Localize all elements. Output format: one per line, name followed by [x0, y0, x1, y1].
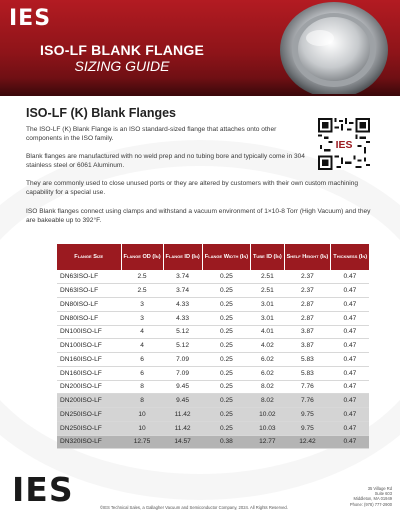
section-title: ISO-LF (K) Blank Flanges — [26, 106, 177, 120]
table-cell: 10.03 — [251, 421, 284, 435]
table-cell: 0.25 — [202, 311, 251, 325]
table-cell: 0.25 — [202, 270, 251, 284]
table-cell: 9.45 — [163, 394, 202, 408]
table-cell: 9.75 — [284, 421, 331, 435]
column-header-flange-od: Flange OD (In) — [121, 244, 163, 270]
table-cell: 0.25 — [202, 284, 251, 298]
table-cell: 0.38 — [202, 435, 251, 449]
table-cell: 0.47 — [331, 284, 369, 298]
table-cell: 12.42 — [284, 435, 331, 449]
table-cell: 0.25 — [202, 339, 251, 353]
company-address — [350, 486, 392, 507]
header-logo: IES — [9, 6, 52, 31]
table-row — [57, 394, 369, 408]
table-header-row — [57, 244, 369, 270]
table-cell: 0.47 — [331, 421, 369, 435]
table-cell: 2.51 — [251, 270, 284, 284]
table-cell: 11.42 — [163, 421, 202, 435]
table-cell: 8.02 — [251, 380, 284, 394]
table-cell: 2.87 — [284, 311, 331, 325]
table-cell: 5.83 — [284, 353, 331, 367]
table-cell: 4 — [121, 339, 163, 353]
address-line: 35 Village Rd — [367, 486, 392, 491]
address-line: Phone: (978) 777-2900 — [349, 501, 392, 507]
table-cell: 0.47 — [331, 270, 369, 284]
table-cell: 9.75 — [284, 408, 331, 422]
intro-paragraph-3: They are commonly used to close unused ports or they are altered by customers with their own custom machining capability for a special use. — [26, 180, 359, 196]
table-cell: 3 — [121, 298, 163, 312]
table-cell: 10.02 — [251, 408, 284, 422]
column-header-flange-id: Flange ID (In) — [163, 244, 202, 270]
address-line: Suite 603 — [374, 491, 392, 497]
flange-size-cell: DN100ISO-LF — [57, 339, 121, 353]
table-cell: 8 — [121, 380, 163, 394]
table-cell: 14.57 — [163, 435, 202, 449]
flange-size-cell: DN160ISO-LF — [57, 366, 121, 380]
table-cell: 4.01 — [251, 325, 284, 339]
table-cell: 8.02 — [251, 394, 284, 408]
table-cell: 3 — [121, 311, 163, 325]
column-header-thickness: Thickness (In) — [331, 244, 369, 270]
page-title: ISO-LF BLANK FLANGE — [39, 42, 204, 58]
blank-flange-image — [244, 2, 394, 94]
table-cell: 4.33 — [163, 311, 202, 325]
table-cell: 6.02 — [251, 366, 284, 380]
table-row — [57, 325, 369, 339]
flange-sizing-table — [57, 244, 369, 449]
flange-size-cell: DN100ISO-LF — [57, 325, 121, 339]
table-cell: 0.25 — [202, 298, 251, 312]
table-cell: 3.74 — [163, 284, 202, 298]
table-cell: 0.25 — [202, 366, 251, 380]
table-row — [57, 353, 369, 367]
table-row — [57, 311, 369, 325]
table-cell: 2.5 — [121, 270, 163, 284]
table-cell: 4.02 — [251, 339, 284, 353]
column-header-flange-size: Flange Size — [57, 244, 121, 270]
table-cell: 12.77 — [251, 435, 284, 449]
table-cell: 9.45 — [163, 380, 202, 394]
table-cell: 0.47 — [331, 366, 369, 380]
table-cell: 3.01 — [251, 298, 284, 312]
table-cell: 0.25 — [202, 380, 251, 394]
table-cell: 3.87 — [284, 339, 331, 353]
table-cell: 2.87 — [284, 298, 331, 312]
table-cell: 0.47 — [331, 353, 369, 367]
table-cell: 11.42 — [163, 408, 202, 422]
table-row — [57, 380, 369, 394]
table-cell: 0.47 — [331, 311, 369, 325]
table-cell: 8 — [121, 394, 163, 408]
flange-size-cell: DN250ISO-LF — [57, 421, 121, 435]
table-cell: 6 — [121, 353, 163, 367]
footer-logo: IES — [12, 470, 74, 509]
table-row — [57, 298, 369, 312]
intro-paragraph-1: The ISO-LF (K) Blank Flange is an ISO standard-sized flange that attaches onto other components in the ISO family. — [26, 126, 277, 142]
table-cell: 0.25 — [202, 325, 251, 339]
flange-size-cell: DN320ISO-LF — [57, 435, 121, 449]
table-cell: 0.47 — [331, 408, 369, 422]
table-cell: 3.87 — [284, 325, 331, 339]
table-cell: 0.47 — [331, 435, 369, 449]
table-cell: 0.47 — [331, 339, 369, 353]
table-cell: 5.12 — [163, 325, 202, 339]
table-cell: 5.12 — [163, 339, 202, 353]
qr-code-icon[interactable] — [318, 118, 370, 170]
flange-size-cell: DN63ISO-LF — [57, 284, 121, 298]
flange-size-cell: DN80ISO-LF — [57, 298, 121, 312]
table-cell: 7.76 — [284, 380, 331, 394]
address-line: Middleton, MA 01949 — [353, 496, 392, 502]
table-cell: 3.01 — [251, 311, 284, 325]
qr-center-label: IES — [335, 139, 353, 151]
table-cell: 10 — [121, 421, 163, 435]
column-header-flange-width: Flange Width (In) — [202, 244, 251, 270]
intro-paragraph-4: ISO Blank flanges connect using clamps and withstand a vacuum environment of 1×10-8 Torr (High Vacuum) and they are bakeable up to 392°F. — [26, 208, 371, 224]
table-cell: 0.25 — [202, 353, 251, 367]
table-body — [57, 270, 369, 449]
table-cell: 5.83 — [284, 366, 331, 380]
table-cell: 0.47 — [331, 325, 369, 339]
table-cell: 3.74 — [163, 270, 202, 284]
table-cell: 6.02 — [251, 353, 284, 367]
table-cell: 0.47 — [331, 298, 369, 312]
table-cell: 10 — [121, 408, 163, 422]
table-cell: 7.09 — [163, 353, 202, 367]
table-cell: 4 — [121, 325, 163, 339]
table-row — [57, 435, 369, 449]
table-cell: 2.37 — [284, 270, 331, 284]
header-banner — [0, 0, 400, 96]
table-cell: 7.09 — [163, 366, 202, 380]
table-row — [57, 421, 369, 435]
table-cell: 2.5 — [121, 284, 163, 298]
flange-size-cell: DN200ISO-LF — [57, 394, 121, 408]
flange-size-cell: DN160ISO-LF — [57, 353, 121, 367]
column-header-shelf-height: Shelf Height (In) — [284, 244, 331, 270]
table-row — [57, 339, 369, 353]
flange-size-cell: DN63ISO-LF — [57, 270, 121, 284]
column-header-tube-id: Tube ID (In) — [251, 244, 284, 270]
table-cell: 0.25 — [202, 394, 251, 408]
table-cell: 0.25 — [202, 421, 251, 435]
table-cell: 0.47 — [331, 394, 369, 408]
table-cell: 0.47 — [331, 380, 369, 394]
table-cell: 6 — [121, 366, 163, 380]
copyright-notice: ©IES Technical Sales, a Gallagher Vacuum and Semiconductor Company, 2024. All Rights Reserved. — [100, 505, 288, 510]
intro-paragraph-2: Blank flanges are manufactured with no weld prep and no tubing bore and typically come in 304 stainless steel or 6061 Aluminum. — [26, 153, 305, 169]
table-row — [57, 284, 369, 298]
table-cell: 0.25 — [202, 408, 251, 422]
table-cell: 2.51 — [251, 284, 284, 298]
table-cell: 2.37 — [284, 284, 331, 298]
flange-size-cell: DN250ISO-LF — [57, 408, 121, 422]
table-cell: 7.76 — [284, 394, 331, 408]
table-cell: 4.33 — [163, 298, 202, 312]
flange-size-cell: DN200ISO-LF — [57, 380, 121, 394]
page-subtitle: SIZING GUIDE — [74, 58, 170, 74]
table-row — [57, 408, 369, 422]
table-row — [57, 366, 369, 380]
table-cell: 12.75 — [121, 435, 163, 449]
flange-size-cell: DN80ISO-LF — [57, 311, 121, 325]
table-row — [57, 270, 369, 284]
